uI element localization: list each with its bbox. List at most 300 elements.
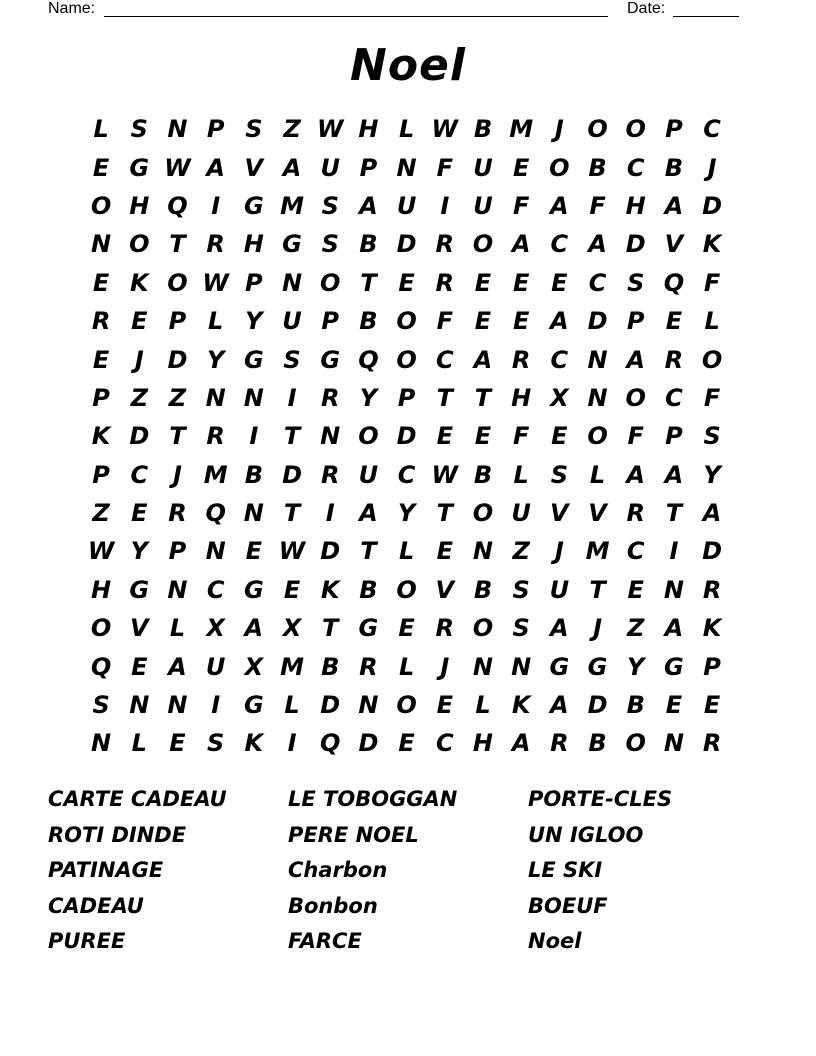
word-list-item: PERE NOEL <box>288 822 419 847</box>
grid-cell[interactable]: T <box>283 422 301 451</box>
grid-cell[interactable]: T <box>360 268 377 297</box>
grid-cell[interactable]: O <box>549 153 570 182</box>
grid-cell[interactable]: E <box>92 268 110 297</box>
grid-cell[interactable]: R <box>626 499 645 528</box>
grid-cell[interactable]: O <box>472 614 494 643</box>
grid-cell[interactable]: R <box>359 652 378 681</box>
grid-cell[interactable]: L <box>131 729 147 758</box>
grid-cell[interactable]: Y <box>359 383 378 412</box>
grid-cell[interactable]: F <box>512 191 530 220</box>
grid-cell[interactable]: N <box>663 575 684 604</box>
grid-cell[interactable]: Y <box>397 499 416 528</box>
grid-cell[interactable]: K <box>320 575 340 604</box>
word-list-item: LE SKI <box>528 858 603 882</box>
grid-cell[interactable]: E <box>92 345 110 374</box>
grid-cell[interactable]: E <box>512 307 530 336</box>
grid-cell[interactable]: M <box>509 115 534 144</box>
grid-cell[interactable]: O <box>358 422 379 451</box>
grid-cell[interactable]: J <box>593 614 602 643</box>
grid-cell[interactable]: W <box>431 115 459 144</box>
grid-cell[interactable]: Z <box>283 115 301 144</box>
grid-cell[interactable]: F <box>703 383 721 412</box>
grid-cell[interactable]: D <box>167 345 188 374</box>
grid-cell[interactable]: C <box>435 345 454 374</box>
grid-cell[interactable]: H <box>91 575 112 604</box>
grid-cell[interactable]: S <box>703 422 721 451</box>
grid-cell[interactable]: N <box>167 691 188 720</box>
grid-cell[interactable]: N <box>663 729 684 758</box>
grid-cell[interactable]: S <box>92 691 110 720</box>
grid-cell[interactable]: F <box>703 268 721 297</box>
grid-cell[interactable]: Y <box>703 460 721 489</box>
grid-cell[interactable]: A <box>588 230 607 259</box>
grid-cell[interactable]: R <box>206 230 225 259</box>
word-list-item: Charbon <box>288 858 388 882</box>
grid-cell[interactable]: B <box>473 460 493 489</box>
grid-cell[interactable]: C <box>550 345 569 374</box>
grid-cell[interactable]: H <box>511 383 532 412</box>
grid-cell[interactable]: N <box>320 422 341 451</box>
grid-cell[interactable]: O <box>320 268 341 297</box>
grid-cell[interactable]: E <box>398 614 415 643</box>
grid-cell[interactable]: X <box>282 614 302 643</box>
grid-cell[interactable]: Y <box>627 652 645 681</box>
grid-cell[interactable]: U <box>396 191 417 220</box>
grid-cell[interactable]: P <box>168 307 187 336</box>
grid-cell[interactable]: W <box>431 460 459 489</box>
grid-cell[interactable]: B <box>664 153 684 182</box>
grid-cell[interactable]: E <box>131 499 148 528</box>
grid-cell[interactable]: A <box>359 499 378 528</box>
grid-cell[interactable]: G <box>587 652 608 681</box>
grid-cell[interactable]: B <box>473 575 493 604</box>
grid-cell[interactable]: S <box>207 729 225 758</box>
grid-cell[interactable]: I <box>211 191 221 220</box>
grid-cell[interactable]: B <box>473 115 493 144</box>
grid-cell[interactable]: V <box>129 614 149 643</box>
grid-cell[interactable]: N <box>281 268 303 297</box>
grid-cell[interactable]: A <box>664 460 684 489</box>
grid-cell[interactable]: G <box>282 230 302 259</box>
grid-cell[interactable]: D <box>587 307 608 336</box>
grid-cell[interactable]: K <box>511 691 531 720</box>
grid-cell[interactable]: E <box>665 307 683 336</box>
grid-cell[interactable]: E <box>627 575 644 604</box>
grid-cell[interactable]: R <box>702 575 722 604</box>
grid-cell[interactable]: N <box>129 691 150 720</box>
grid-cell[interactable]: T <box>360 537 377 566</box>
grid-cell[interactable]: O <box>472 230 494 259</box>
grid-cell[interactable]: W <box>278 537 306 566</box>
grid-cell[interactable]: C <box>588 268 607 297</box>
grid-cell[interactable]: C <box>397 460 416 489</box>
grid-cell[interactable]: D <box>702 537 723 566</box>
grid-cell[interactable]: O <box>167 268 188 297</box>
grid-cell[interactable]: R <box>511 345 531 374</box>
grid-cell[interactable]: E <box>551 268 568 297</box>
grid-cell[interactable]: Y <box>245 307 263 336</box>
grid-cell[interactable]: W <box>87 537 115 566</box>
grid-cell[interactable]: E <box>665 691 683 720</box>
grid-cell[interactable]: O <box>396 691 417 720</box>
grid-cell[interactable]: A <box>664 614 684 643</box>
grid-cell[interactable]: G <box>129 153 150 182</box>
grid-cell[interactable]: L <box>704 307 720 336</box>
grid-cell[interactable]: E <box>398 729 415 758</box>
grid-cell[interactable]: A <box>359 191 378 220</box>
grid-cell[interactable]: U <box>473 191 493 220</box>
grid-cell[interactable]: B <box>244 460 263 489</box>
grid-cell[interactable]: C <box>130 460 149 489</box>
grid-cell[interactable]: I <box>325 499 335 528</box>
grid-cell[interactable]: L <box>398 115 415 144</box>
grid-cell[interactable]: E <box>551 422 568 451</box>
grid-cell[interactable]: S <box>627 268 645 297</box>
grid-cell[interactable]: C <box>550 230 569 259</box>
grid-cell[interactable]: N <box>243 499 264 528</box>
grid-cell[interactable]: I <box>440 191 450 220</box>
grid-cell[interactable]: P <box>168 537 187 566</box>
grid-cell[interactable]: K <box>91 422 111 451</box>
grid-cell[interactable]: A <box>664 191 684 220</box>
grid-cell[interactable]: Z <box>130 383 148 412</box>
grid-cell[interactable]: B <box>626 691 645 720</box>
grid-cell[interactable]: E <box>283 575 301 604</box>
grid-cell[interactable]: N <box>396 153 417 182</box>
grid-cell[interactable]: O <box>396 307 417 336</box>
grid-cell[interactable]: E <box>474 268 492 297</box>
grid-cell[interactable]: Q <box>167 191 188 220</box>
name-blank-line[interactable] <box>104 16 608 17</box>
grid-cell[interactable]: R <box>550 729 569 758</box>
grid-cell[interactable]: I <box>249 422 259 451</box>
grid-cell[interactable]: B <box>359 230 378 259</box>
grid-cell[interactable]: C <box>435 729 454 758</box>
grid-cell[interactable]: U <box>511 499 531 528</box>
grid-cell[interactable]: S <box>245 115 263 144</box>
grid-cell[interactable]: V <box>550 499 569 528</box>
grid-cell[interactable]: B <box>359 307 378 336</box>
grid-cell[interactable]: E <box>131 652 148 681</box>
grid-cell[interactable]: L <box>398 537 415 566</box>
grid-cell[interactable]: G <box>243 191 264 220</box>
grid-cell[interactable]: J <box>440 652 450 681</box>
grid-cell[interactable]: C <box>626 153 645 182</box>
grid-cell[interactable]: O <box>396 575 417 604</box>
grid-cell[interactable]: U <box>473 153 493 182</box>
grid-cell[interactable]: Q <box>358 345 379 374</box>
grid-cell[interactable]: Z <box>168 383 187 412</box>
grid-cell[interactable]: Z <box>512 537 530 566</box>
grid-cell[interactable]: R <box>91 307 111 336</box>
grid-cell[interactable]: V <box>244 153 264 182</box>
grid-cell[interactable]: D <box>396 230 417 259</box>
grid-cell[interactable]: O <box>625 729 646 758</box>
grid-cell[interactable]: B <box>359 575 378 604</box>
word-list-item: FARCE <box>288 929 362 953</box>
grid-cell[interactable]: U <box>549 575 570 604</box>
grid-cell[interactable]: J <box>134 345 144 374</box>
grid-cell[interactable]: O <box>625 115 646 144</box>
grid-cell[interactable]: P <box>359 153 378 182</box>
grid-cell[interactable]: N <box>587 345 608 374</box>
grid-cell[interactable]: Q <box>663 268 685 297</box>
grid-cell[interactable]: Q <box>90 652 112 681</box>
grid-cell[interactable]: D <box>625 230 646 259</box>
grid-cell[interactable]: R <box>320 460 340 489</box>
grid-cell[interactable]: A <box>511 729 531 758</box>
grid-cell[interactable]: D <box>587 691 608 720</box>
grid-cell[interactable]: C <box>626 537 645 566</box>
grid-cell[interactable]: P <box>92 460 110 489</box>
grid-cell[interactable]: A <box>282 153 302 182</box>
grid-cell[interactable]: L <box>589 460 606 489</box>
grid-cell[interactable]: E <box>474 307 492 336</box>
grid-cell[interactable]: K <box>129 268 149 297</box>
grid-cell[interactable]: A <box>206 153 225 182</box>
grid-cell[interactable]: N <box>167 115 188 144</box>
grid-cell[interactable]: N <box>472 652 494 681</box>
grid-cell[interactable]: V <box>435 575 455 604</box>
grid-cell[interactable]: P <box>626 307 645 336</box>
grid-cell[interactable]: H <box>243 230 264 259</box>
grid-cell[interactable]: C <box>703 115 721 144</box>
grid-cell[interactable]: T <box>665 499 683 528</box>
grid-cell[interactable]: S <box>512 575 530 604</box>
grid-cell[interactable]: A <box>702 499 722 528</box>
grid-cell[interactable]: D <box>396 422 417 451</box>
grid-cell[interactable]: G <box>129 575 150 604</box>
grid-cell[interactable]: I <box>287 383 297 412</box>
grid-cell[interactable]: P <box>665 422 683 451</box>
word-list-item: PATINAGE <box>48 858 164 882</box>
grid-cell[interactable]: H <box>358 115 379 144</box>
grid-cell[interactable]: D <box>129 422 150 451</box>
grid-cell[interactable]: J <box>707 153 717 182</box>
grid-cell[interactable]: A <box>550 614 569 643</box>
grid-cell[interactable]: L <box>208 307 224 336</box>
grid-cell[interactable]: K <box>702 614 722 643</box>
grid-cell[interactable]: G <box>320 345 341 374</box>
grid-cell[interactable]: V <box>588 499 607 528</box>
grid-cell[interactable]: T <box>169 230 186 259</box>
grid-cell[interactable]: W <box>202 268 229 297</box>
grid-cell[interactable]: R <box>435 230 455 259</box>
grid-cell[interactable]: Y <box>206 345 225 374</box>
grid-cell[interactable]: U <box>358 460 379 489</box>
grid-cell[interactable]: N <box>472 537 494 566</box>
grid-cell[interactable]: O <box>396 345 417 374</box>
grid-cell[interactable]: G <box>358 614 379 643</box>
grid-cell[interactable]: G <box>243 691 264 720</box>
grid-cell[interactable]: B <box>588 153 607 182</box>
grid-cell[interactable]: Z <box>92 499 110 528</box>
grid-cell[interactable]: I <box>211 691 221 720</box>
grid-cell[interactable]: T <box>283 499 301 528</box>
grid-cell[interactable]: O <box>90 614 112 643</box>
grid-cell[interactable]: A <box>473 345 493 374</box>
grid-cell[interactable]: O <box>587 422 608 451</box>
grid-cell[interactable]: R <box>206 422 225 451</box>
grid-cell[interactable]: U <box>320 153 340 182</box>
grid-cell[interactable]: B <box>321 652 340 681</box>
grid-cell[interactable]: L <box>284 691 300 720</box>
date-label: Date: <box>627 0 666 17</box>
grid-cell[interactable]: T <box>474 383 492 412</box>
grid-cell[interactable]: F <box>512 422 530 451</box>
grid-cell[interactable]: E <box>436 691 453 720</box>
grid-cell[interactable]: K <box>702 230 722 259</box>
grid-cell[interactable]: P <box>206 115 225 144</box>
grid-cell[interactable]: P <box>703 652 721 681</box>
grid-cell[interactable]: G <box>664 652 684 681</box>
grid-cell[interactable]: E <box>703 691 721 720</box>
grid-cell[interactable]: B <box>588 729 607 758</box>
grid-cell[interactable]: W <box>164 153 191 182</box>
grid-cell[interactable]: A <box>168 652 187 681</box>
header <box>48 0 748 20</box>
grid-cell[interactable]: S <box>550 460 568 489</box>
grid-cell[interactable]: V <box>664 230 684 259</box>
grid-cell[interactable]: N <box>205 383 226 412</box>
grid-cell[interactable]: F <box>627 422 644 451</box>
grid-cell[interactable]: F <box>436 307 453 336</box>
grid-cell[interactable]: C <box>206 575 225 604</box>
grid-cell[interactable]: N <box>205 537 226 566</box>
grid-cell[interactable]: O <box>472 499 494 528</box>
grid-cell[interactable]: I <box>287 729 297 758</box>
grid-cell[interactable]: A <box>244 614 264 643</box>
grid-cell[interactable]: L <box>475 691 491 720</box>
grid-cell[interactable]: C <box>665 383 683 412</box>
grid-cell[interactable]: R <box>435 268 455 297</box>
grid-cell[interactable]: H <box>625 191 646 220</box>
grid-cell[interactable]: E <box>474 422 492 451</box>
grid-cell[interactable]: G <box>549 652 570 681</box>
grid-cell[interactable]: R <box>320 383 340 412</box>
grid-cell[interactable]: X <box>206 614 225 643</box>
grid-cell[interactable]: T <box>169 422 186 451</box>
grid-cell[interactable]: N <box>91 230 112 259</box>
grid-cell[interactable]: P <box>245 268 263 297</box>
grid-cell[interactable]: O <box>625 383 646 412</box>
grid-cell[interactable]: N <box>243 383 264 412</box>
grid-cell[interactable]: E <box>436 537 453 566</box>
grid-cell[interactable]: S <box>130 115 148 144</box>
grid-cell[interactable]: N <box>91 729 112 758</box>
grid-cell[interactable]: Z <box>627 614 645 643</box>
grid-cell[interactable]: M <box>203 460 228 489</box>
grid-cell[interactable]: M <box>280 191 304 220</box>
grid-cell[interactable]: R <box>435 614 455 643</box>
grid-cell[interactable]: S <box>321 191 339 220</box>
grid-cell[interactable]: P <box>321 307 340 336</box>
grid-cell[interactable]: G <box>243 345 264 374</box>
grid-cell[interactable]: U <box>205 652 226 681</box>
grid-cell[interactable]: X <box>550 383 569 412</box>
grid-cell[interactable]: E <box>436 422 453 451</box>
grid-cell[interactable]: S <box>321 230 339 259</box>
grid-cell[interactable]: O <box>129 230 150 259</box>
grid-cell[interactable]: E <box>131 307 148 336</box>
grid-cell[interactable]: D <box>320 691 341 720</box>
grid-cell[interactable]: P <box>665 115 683 144</box>
grid-cell[interactable]: P <box>92 383 110 412</box>
grid-cell[interactable]: I <box>669 537 679 566</box>
grid-cell[interactable]: A <box>550 191 569 220</box>
grid-cell[interactable]: E <box>512 268 530 297</box>
grid-cell[interactable]: D <box>320 537 341 566</box>
grid-cell[interactable]: E <box>398 268 415 297</box>
grid-cell[interactable]: F <box>589 191 606 220</box>
grid-cell[interactable]: U <box>282 307 302 336</box>
grid-cell[interactable]: Q <box>320 729 341 758</box>
grid-cell[interactable]: L <box>398 652 415 681</box>
grid-cell[interactable]: T <box>436 499 453 528</box>
grid-cell[interactable]: O <box>587 115 608 144</box>
grid-cell[interactable]: M <box>280 652 304 681</box>
grid-cell[interactable]: A <box>550 691 569 720</box>
grid-cell[interactable]: R <box>664 345 684 374</box>
letter-grid <box>82 110 731 763</box>
grid-cell[interactable]: O <box>90 191 112 220</box>
grid-cell[interactable]: E <box>92 153 110 182</box>
grid-cell[interactable]: M <box>585 537 610 566</box>
grid-cell[interactable]: D <box>358 729 379 758</box>
grid-cell[interactable]: J <box>173 460 182 489</box>
grid-cell[interactable]: L <box>513 460 529 489</box>
grid-cell[interactable]: W <box>316 115 344 144</box>
grid-cell[interactable]: G <box>243 575 264 604</box>
grid-cell[interactable]: T <box>322 614 339 643</box>
grid-cell[interactable]: R <box>702 729 722 758</box>
grid-cell[interactable]: O <box>701 345 723 374</box>
grid-cell[interactable]: E <box>512 153 530 182</box>
grid-cell[interactable]: D <box>282 460 302 489</box>
grid-cell[interactable]: H <box>129 191 150 220</box>
grid-cell[interactable]: A <box>626 345 645 374</box>
grid-cell[interactable]: N <box>167 575 188 604</box>
grid-cell[interactable]: R <box>168 499 187 528</box>
grid-cell[interactable]: D <box>702 191 723 220</box>
grid-cell[interactable]: N <box>358 691 379 720</box>
grid-cell[interactable]: S <box>283 345 301 374</box>
grid-cell[interactable]: P <box>397 383 416 412</box>
grid-cell[interactable]: N <box>511 652 532 681</box>
date-blank-line[interactable] <box>673 16 739 17</box>
grid-cell[interactable]: L <box>169 614 186 643</box>
grid-cell[interactable]: E <box>245 537 263 566</box>
grid-cell[interactable]: X <box>244 652 264 681</box>
grid-cell[interactable]: Y <box>130 537 148 566</box>
grid-cell[interactable]: S <box>512 614 530 643</box>
grid-cell[interactable]: J <box>554 115 564 144</box>
grid-cell[interactable]: A <box>626 460 645 489</box>
grid-cell[interactable]: Q <box>205 499 226 528</box>
grid-cell[interactable]: T <box>436 383 453 412</box>
grid-cell[interactable]: K <box>244 729 264 758</box>
grid-cell[interactable]: A <box>550 307 569 336</box>
grid-cell[interactable]: A <box>511 230 531 259</box>
grid-cell[interactable]: N <box>587 383 608 412</box>
grid-cell[interactable]: F <box>436 153 453 182</box>
grid-cell[interactable]: J <box>554 537 564 566</box>
grid-cell[interactable]: E <box>169 729 186 758</box>
word-list-item: BOEUF <box>528 893 608 918</box>
grid-cell[interactable]: L <box>93 115 109 144</box>
grid-cell[interactable]: H <box>472 729 494 758</box>
grid-cell[interactable]: T <box>589 575 606 604</box>
